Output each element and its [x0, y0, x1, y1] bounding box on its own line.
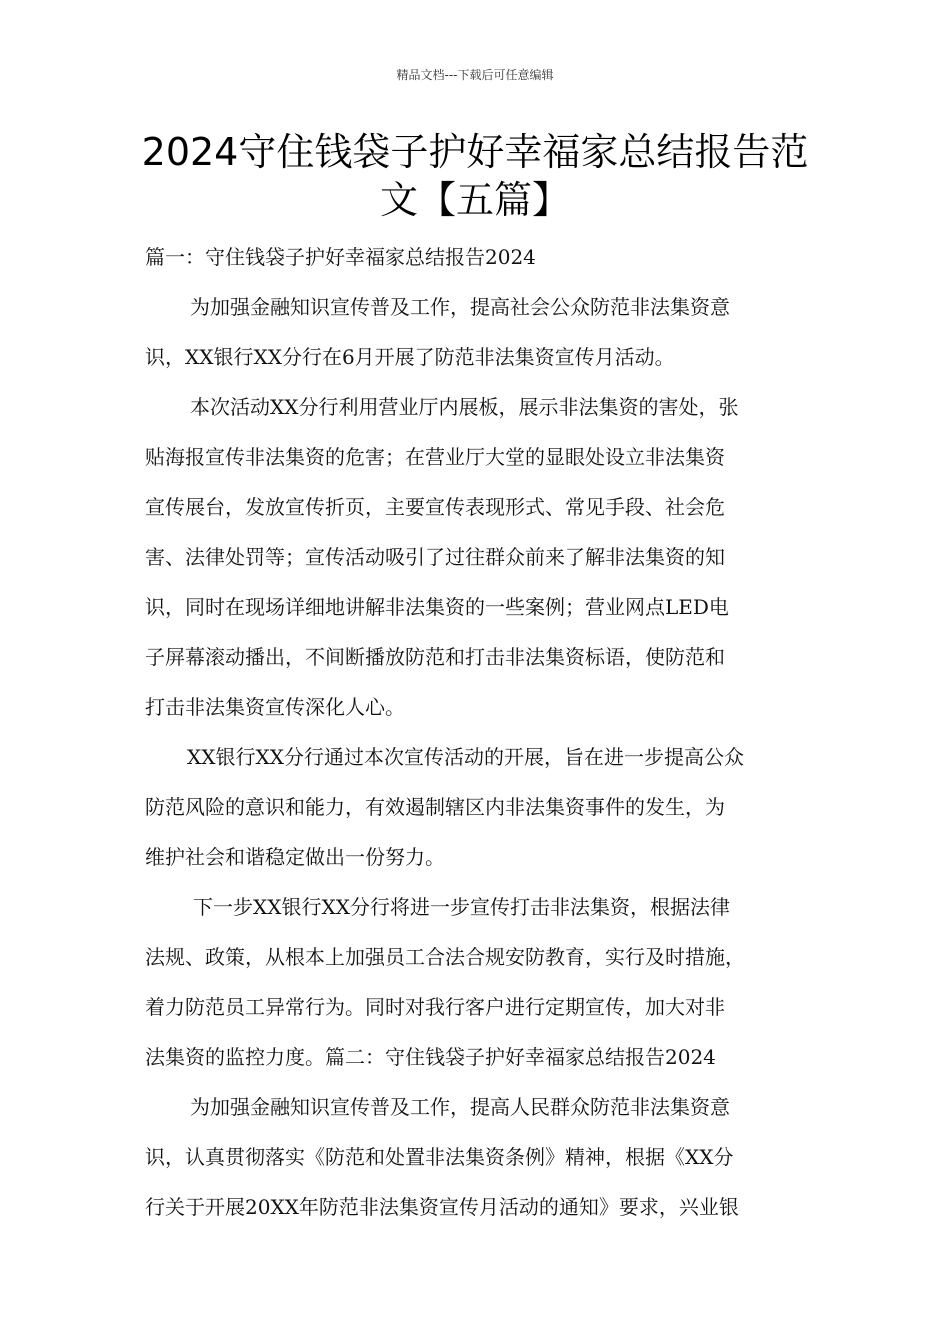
body-line: 行关于开展20XX年防范非法集资宣传月活动的通知》要求，兴业银 — [145, 1195, 739, 1219]
body-line: 维护社会和谐稳定做出一份努力。 — [145, 845, 445, 869]
body-line: 防范风险的意识和能力，有效遏制辖区内非法集资事件的发生，为 — [145, 795, 725, 819]
section-heading: 篇一：守住钱袋子护好幸福家总结报告2024 — [145, 245, 536, 269]
body-line: 打击非法集资宣传深化人心。 — [145, 695, 405, 719]
document-body — [145, 232, 810, 1232]
body-line: 为加强金融知识宣传普及工作，提高社会公众防范非法集资意 — [190, 295, 730, 319]
body-line: 宣传展台，发放宣传折页，主要宣传表现形式、常见手段、社会危 — [145, 495, 725, 519]
body-line: 害、法律处罚等；宣传活动吸引了过往群众前来了解非法集资的知 — [145, 545, 725, 569]
body-line: 识，认真贯彻落实《防范和处置非法集资条例》精神，根据《XX分 — [145, 1145, 734, 1169]
page-header: 精品文档---下载后可任意编辑 — [396, 68, 554, 82]
body-line: 子屏幕滚动播出，不间断播放防范和打击非法集资标语，使防范和 — [145, 645, 725, 669]
body-line: 着力防范员工异常行为。同时对我行客户进行定期宣传，加大对非 — [145, 995, 725, 1019]
body-line: 为加强金融知识宣传普及工作，提高人民群众防范非法集资意 — [190, 1095, 730, 1119]
title-line-2: 文【五篇】 — [379, 178, 570, 222]
title-line-1: 2024守住钱袋子护好幸福家总结报告范 — [141, 130, 809, 174]
body-line: 贴海报宣传非法集资的危害；在营业厅大堂的显眼处设立非法集资 — [145, 445, 725, 469]
body-line: 法规、政策，从根本上加强员工合法合规安防教育，实行及时措施， — [145, 945, 745, 969]
body-line: XX银行XX分行通过本次宣传活动的开展，旨在进一步提高公众 — [187, 745, 744, 769]
body-line: 下一步XX银行XX分行将进一步宣传打击非法集资，根据法律 — [193, 895, 730, 919]
body-line: 识，XX银行XX分行在6月开展了防范非法集资宣传月活动。 — [145, 345, 675, 369]
document-title — [100, 128, 850, 224]
body-line: 本次活动XX分行利用营业厅内展板，展示非法集资的害处，张 — [190, 395, 739, 419]
body-line: 识，同时在现场详细地讲解非法集资的一些案例；营业网点LED电 — [145, 595, 729, 619]
body-line: 法集资的监控力度。篇二：守住钱袋子护好幸福家总结报告2024 — [145, 1045, 716, 1069]
